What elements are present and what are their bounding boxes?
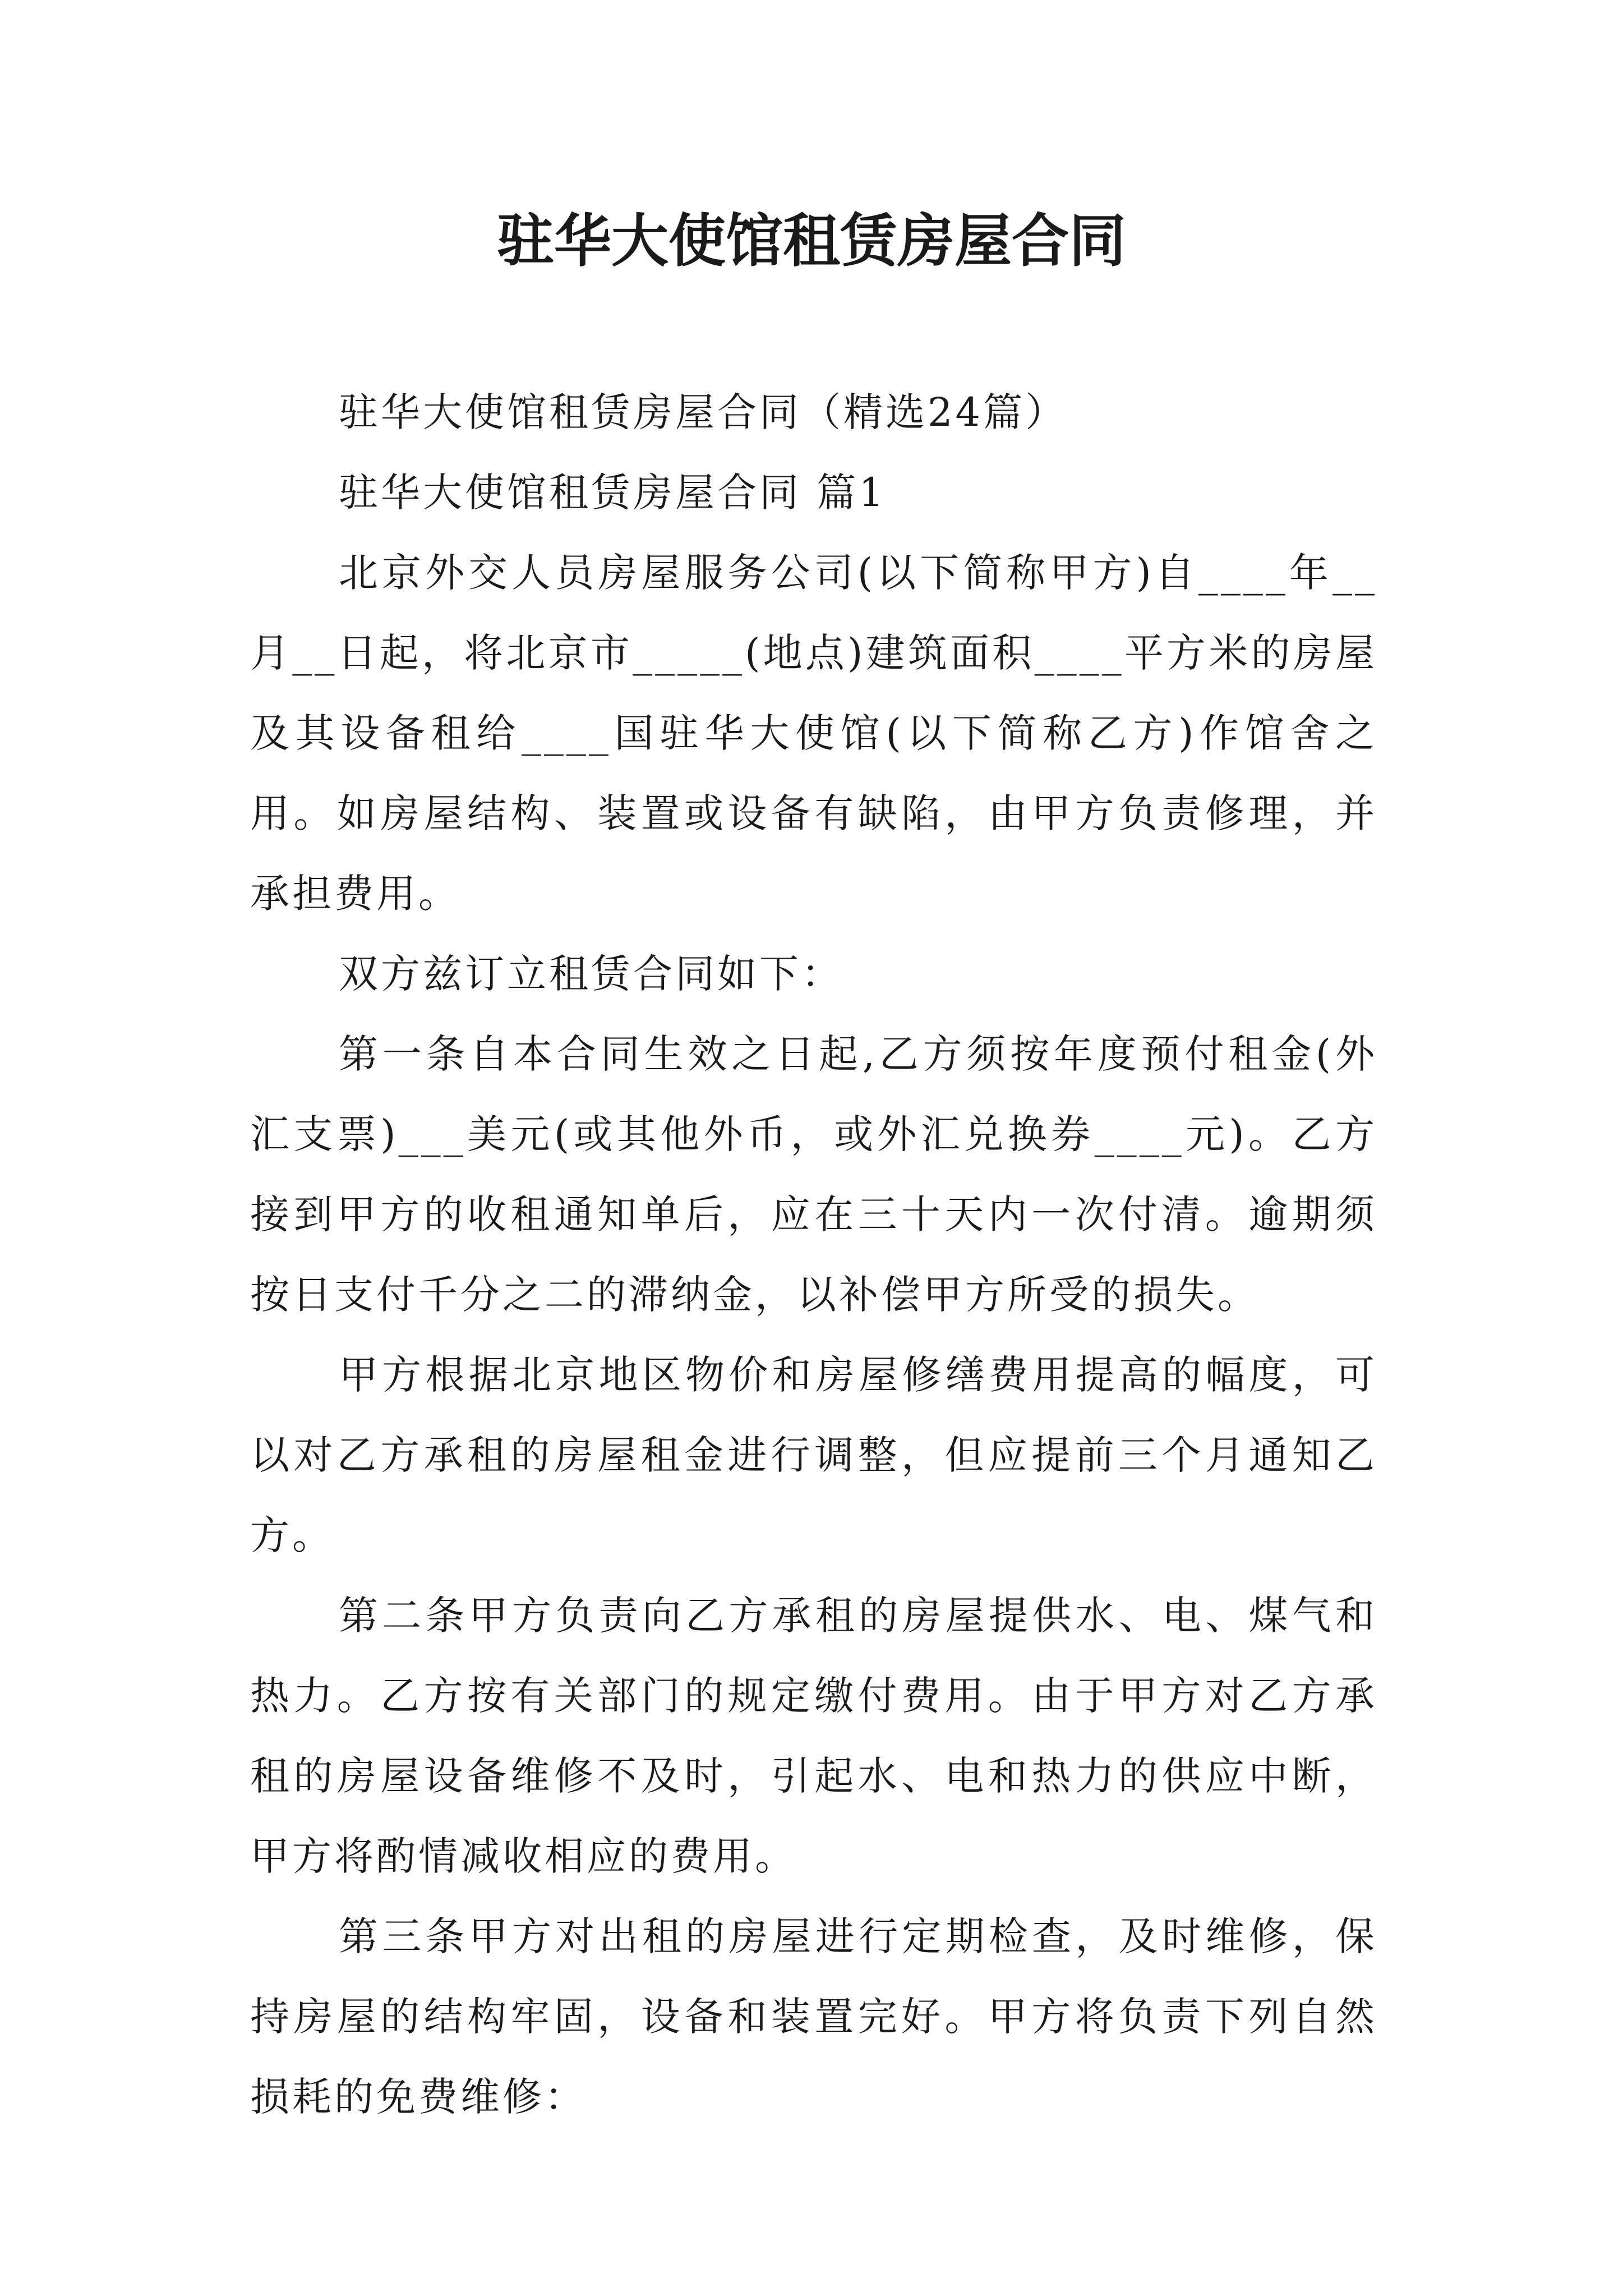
- document-title: 驻华大使馆租赁房屋合同: [497, 208, 1126, 275]
- document-body: [250, 372, 1377, 2137]
- paragraph-section-heading: 驻华大使馆租赁房屋合同 篇1: [339, 470, 887, 516]
- paragraph-article-1: 第一条自本合同生效之日起,乙方须按年度预付租金(外汇支票)___美元(或其他外币，或外汇兑换券____元)。乙方接到甲方的收租通知单后，应在三十天内一次付清。逾期须按日支付千分之二的滞纳金，以补偿甲方所受的损失。: [250, 1031, 1377, 1318]
- paragraph-article-3: 第三条甲方对出租的房屋进行定期检查，及时维修，保持房屋的结构牢固，设备和装置完好。甲方将负责下列自然损耗的免费维修：: [250, 1913, 1377, 2120]
- paragraph-subtitle: 驻华大使馆租赁房屋合同（精选24篇）: [339, 389, 1068, 435]
- paragraph-rent-adjustment: 甲方根据北京地区物价和房屋修缮费用提高的幅度，可以对乙方承租的房屋租金进行调整，但应提前三个月通知乙方。: [250, 1352, 1377, 1558]
- paragraph-article-2: 第二条甲方负责向乙方承租的房屋提供水、电、煤气和热力。乙方按有关部门的规定缴付费用。由于甲方对乙方承租的房屋设备维修不及时，引起水、电和热力的供应中断，甲方将酌情减收相应的费用。: [250, 1593, 1377, 1879]
- paragraph-lease-intro: 北京外交人员房屋服务公司(以下简称甲方)自____年__月__日起，将北京市_____(地点)建筑面积____平方米的房屋及其设备租给____国驻华大使馆(以下简称乙方)作馆舍之用。如房屋结构、装置或设备有缺陷，由甲方负责修理，并承担费用。: [250, 550, 1377, 917]
- paragraph-agreement-statement: 双方兹订立租赁合同如下：: [339, 951, 843, 997]
